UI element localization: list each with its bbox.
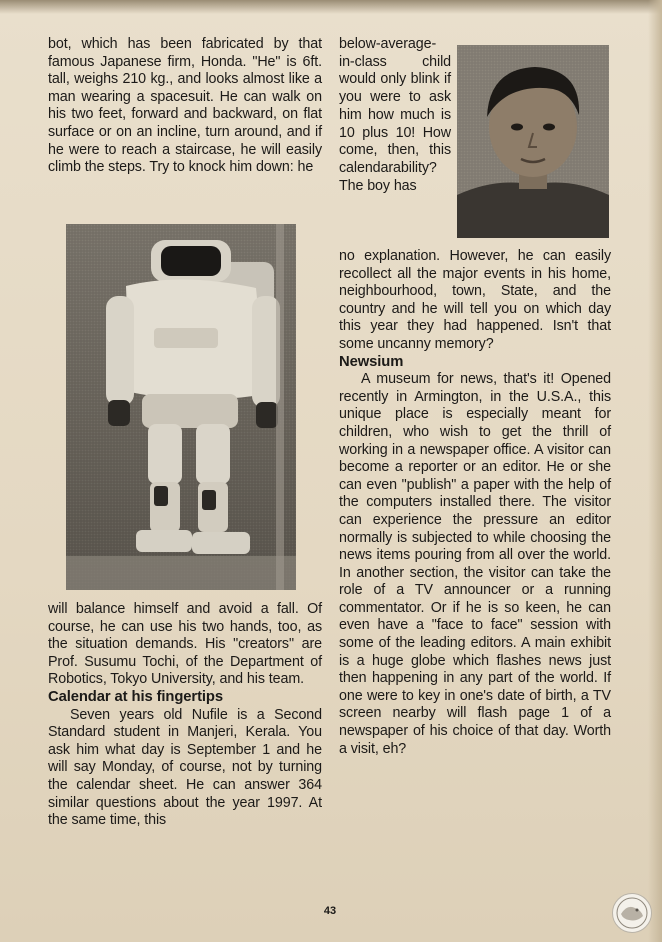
scanner-watermark-stamp bbox=[612, 893, 652, 933]
page-number: 43 bbox=[323, 905, 337, 917]
robot-image bbox=[66, 224, 296, 590]
robot-photo bbox=[66, 224, 296, 590]
right-column-main bbox=[339, 248, 611, 758]
beside-photo-text: below-average-in-class child would only blink if you were to ask him how much is 10 plus 10! How come, then, this calendarability? The boy has bbox=[339, 36, 451, 194]
calendar-paragraph-continued: no explanation. However, he can easily recollect all the major events in his home, neighbourhood, town, State, and the country and he will tell you on which day this year they had happened. Isn't that some uncanny memory? bbox=[339, 248, 611, 352]
left-column-top bbox=[48, 36, 322, 177]
child-portrait-photo bbox=[457, 45, 609, 238]
newsium-paragraph: A museum for news, that's it! Opened recently in Armington, in the U.S.A., this unique place is especially meant for children, who wish to get the thrill of working in a newspaper office. A visitor can become a reporter or an editor. He or she can even "publish" a paper with the help of the computers installed there. The visitor can experience the pressure an editor normally is subjected to while choosing the news items pouring from all over the world. In another section, the visitor can take the role of a TV announcer or a running commentator. Or if he is so keen, he can even have a "face to face" session with some of the leading editors. A main exhibit is a huge globe which flashes news just then happening in any part of the world. If one were to key in one's date of birth, a TV screen nearby will flash page 1 of a newspaper of his choice of that day. Worth a visit, eh? bbox=[339, 371, 611, 757]
robot-paragraph-continued: will balance himself and avoid a fall. Of course, he can use his two hands, too, as the situation demands. His "creators" are Prof. Susumu Tochi, of the Department of Robotics, Tokyo University, and his team. bbox=[48, 601, 322, 688]
child-image bbox=[457, 45, 609, 238]
calendar-paragraph: Seven years old Nufile is a Second Standard student in Manjeri, Kerala. You ask him what day is September 1 and he will say Monday, of course, not by turning the calendar sheet. He can answer 364 similar questions about the year 1997. At the same time, this bbox=[48, 706, 322, 829]
robot-intro-paragraph: bot, which has been fabricated by that famous Japanese firm, Honda. "He" is 6ft. tall, weighs 210 kg., and looks almost like a man wearing a spacesuit. He can walk on his two feet, forward and backward, on flat surface or on an incline, turn around, and if he were to reach a staircase, he will easily climb the steps. Try to knock him down: he bbox=[48, 36, 322, 176]
page-edge-shadow bbox=[648, 0, 662, 942]
calendar-heading: Calendar at his fingertips bbox=[48, 688, 223, 705]
left-column-bottom bbox=[48, 601, 322, 830]
newsium-heading: Newsium bbox=[339, 353, 404, 370]
right-column-beside-photo bbox=[339, 36, 451, 195]
stamp-icon bbox=[613, 894, 651, 932]
